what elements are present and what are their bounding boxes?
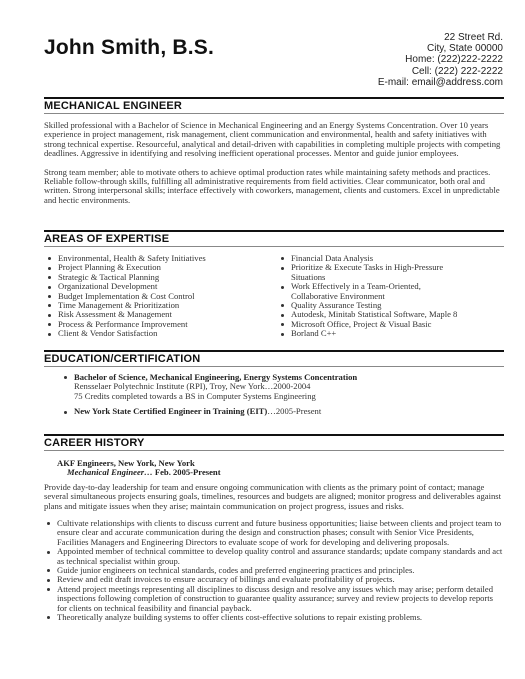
list-item: Time Management & Prioritization [44,301,277,310]
career-heading: CAREER HISTORY [44,434,504,451]
certification-dates: …2005-Present [267,406,322,417]
list-item: Guide junior engineers on technical standards, codes and preferred engineering practices and principles. [44,566,504,575]
list-item: Budget Implementation & Cost Control [44,292,277,301]
job-dates: Feb. 2005-Present [152,467,221,478]
applicant-name: John Smith, B.S. [44,36,215,59]
list-item: Cultivate relationships with clients to discuss current and future business opportunities; liaise between clients and project team to ensure clear and accurate communication during the design and construction phases; consult with Senior Vice Presidents, Facilities Managers and Engineering Directors to evaluate scope of work for developing and delivering proposals. [44,519,504,547]
list-item: Autodesk, Minitab Statistical Software, Maple 8 [277,310,502,319]
job-summary: Provide day-to-day leadership for team and ensure ongoing communication with clients as the primary point of contact; manage several simultaneous projects ensuring goals, timelines, resources and budgets are aligned; monitor progress and deliverables against plans and mitigate issues when they arise; maintain communication on project progress, issues and risks. [44,481,502,511]
education-certification [44,407,504,416]
job-responsibilities [44,519,504,622]
job-title: Mechanical Engineer… [67,467,153,478]
list-item: Review and edit draft invoices to ensure accuracy of billings and evaluate profitability of projects. [44,575,504,584]
list-item: Work Effectively in a Team-Oriented, [277,282,502,291]
employer-line: AKF Engineers, New York, New York [57,458,195,468]
profile-section [44,97,504,205]
position-line [57,468,504,477]
career-section [44,434,504,623]
list-item: Risk Assessment & Management [44,310,277,319]
list-item: Attend project meetings representing all disciplines to discuss design and resolve any issues which may arise; perform detailed inspections following completion of construction to guarantee quality assurance; survey and review projects to develop reports for clients on technical feasibility and financial payback. [44,585,504,613]
cell-phone: Cell: (222) 222-2222 [411,65,503,77]
list-item: Project Planning & Execution [44,263,277,272]
list-item-continuation: Situations [291,271,326,282]
list-item: Environmental, Health & Safety Initiatives [44,254,277,263]
list-item: Strategic & Tactical Planning [44,273,277,282]
expertise-section [44,230,504,339]
list-item: Organizational Development [44,282,277,291]
street-address: 22 Street Rd. [444,32,503,43]
education-section [44,350,504,417]
list-item: Prioritize & Execute Tasks in High-Pressure [277,263,502,272]
list-item: Client & Vendor Satisfaction [44,329,277,338]
list-item: Microsoft Office, Project & Visual Basic [277,320,502,329]
list-item-continuation: Collaborative Environment [291,290,385,301]
list-item: Process & Performance Improvement [44,320,277,329]
list-item: Theoretically analyze building systems to offer clients cost-effective solutions to repair existing problems. [44,613,504,622]
email-address: E-mail: email@address.com [377,76,503,88]
list-item: Appointed member of technical committee to develop quality control and assurance standards; update company standards and act as technical specialist within group. [44,547,504,566]
list-item: Quality Assurance Testing [277,301,502,310]
list-item: Borland C++ [277,329,502,338]
profile-heading: MECHANICAL ENGINEER [44,97,504,114]
school-line: Rensselaer Polytechnic Institute (RPI), Troy, New York…2000-2004 [74,381,311,392]
expertise-heading: AREAS OF EXPERTISE [44,230,504,247]
education-degree [44,373,504,401]
expertise-list-right [277,254,502,339]
city-state: City, State 00000 [427,43,503,55]
certification-title: New York State Certified Engineer in Training (EIT) [74,406,268,417]
degree-title: Bachelor of Science, Mechanical Engineering, Energy Systems Concentration [74,372,358,382]
contact-block [303,32,503,88]
profile-paragraph-2: Strong team member; able to motivate others to achieve optimal production rates while maintaining safety methods and practices. Reliable follow-through skills, fulfilling all administrative requirements from field activities. Clear communicator, both oral and written. Strong interpersonal skills; interface effectively with coworkers, management, clients and customers. Excel in unpredictable and hectic environments. [44,166,500,205]
home-phone: Home: (222)222-2222 [405,54,503,66]
education-heading: EDUCATION/CERTIFICATION [44,350,504,367]
credits-line: 75 Credits completed towards a BS in Computer Systems Engineering [74,390,316,401]
profile-paragraph-1: Skilled professional with a Bachelor of Science in Mechanical Engineering and an Energy Systems Concentration. Over 10 years experience in project management, risk management, client communication and environmental, health and safety initiatives with strong technical expertise. Resourceful, analytical and detail-driven with capabilities in completing multiple projects with competing deadlines. Aggressive in identifying and resolving inefficient operational processes. Mentor and guide junior employees. [44,120,501,159]
list-item: Financial Data Analysis [277,254,502,263]
expertise-list-left [44,254,277,339]
